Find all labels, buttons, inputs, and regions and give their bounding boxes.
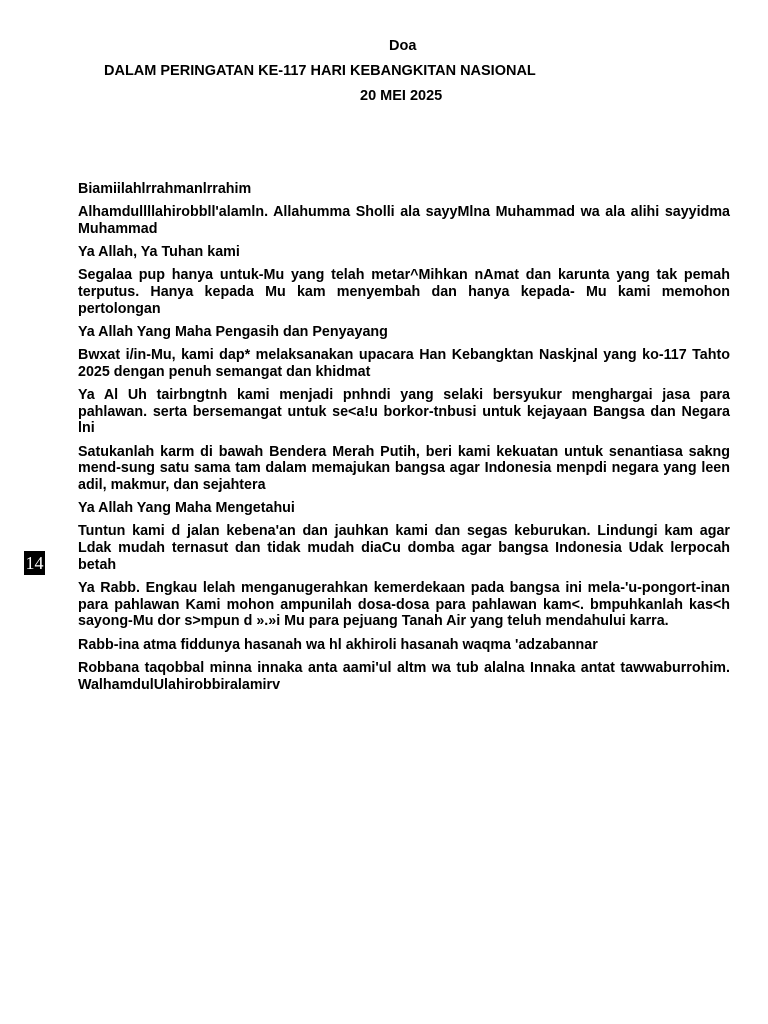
- document-subtitle: DALAM PERINGATAN KE-117 HARI KEBANGKITAN NASIONAL: [104, 63, 536, 79]
- invocation-heading: Ya Allah Yang Maha Pengasih dan Penyayang: [78, 323, 388, 340]
- invocation-heading: Ya Allah Yang Maha Mengetahui: [78, 500, 295, 517]
- paragraph-ceremony: Bwxat i/in-Mu, kami dap* melaksanakan upacara Han Kebangktan Naskjnal yang ko-117 Tahto 2025 dengan penuh semangat dan khidmat: [78, 347, 730, 380]
- invocation-heading: Ya Allah, Ya Tuhan kami: [78, 244, 240, 261]
- paragraph-guidance: Tuntun kami d jalan kebena'an dan jauhkan kami dan segas keburukan. Lindungi kam agar Ldak mudah ternasut dan tidak mudah diaCu domba agar bangsa Indonesia Udak lerpocah betah: [78, 523, 730, 573]
- paragraph-rabbana: Rabb-ina atma fiddunya hasanah wa hl akhiroli hasanah waqma 'adzabannar: [78, 636, 598, 653]
- document-title: Doa: [389, 38, 417, 54]
- paragraph-hamdalah: Alhamdullllahirobbll'alamln. Allahumma Sholli ala sayyMlna Muhammad wa ala alihi sayyidma Muhammad: [78, 204, 730, 237]
- paragraph-unity: Satukanlah karm di bawah Bendera Merah Putih, beri kami kekuatan untuk senantiasa sakng mend-sung satu sama tam dalam memajukan bangsa agar Indonesia menpdi negara yang leen adil, makmur, dan sejahtera: [78, 443, 730, 494]
- page-number-badge: 14: [25, 553, 44, 573]
- prayer-body: [78, 181, 730, 700]
- document-date: 20 MEI 2025: [360, 88, 443, 104]
- paragraph-gratitude: Segalaa pup hanya untuk-Mu yang telah metar^Mihkan nAmat dan karunta yang tak pemah terputus. Hanya kepada Mu kam menyembah dan hanya kepada- Mu kami memohon pertolongan: [78, 267, 730, 317]
- opening-basmalah: Biamiilahlrrahmanlrrahim: [78, 181, 252, 197]
- closing-paragraph: Robbana taqobbal minna innaka anta aami'ul altm wa tub alalna Innaka antat tawwaburrohim. WalhamdulUlahirobbiralamirv: [78, 659, 730, 693]
- paragraph-heroes: Ya Al Uh tairbngtnh kami menjadi pnhndi yang selaki bersyukur menghargai jasa para pahlawan. serta bersemangat untuk se<a!u borkor-tnbusi untuk kejayaan Bangsa dan Negara lni: [78, 387, 730, 437]
- paragraph-independence: Ya Rabb. Engkau lelah menganugerahkan kemerdekaan pada bangsa ini mela-'u-pongort-inan para pahlawan Kami mohon ampunilah dosa-dosa para pahlawan kam<. bmpuhkanlah kas<h sayong-Mu dor s>mpun d ».»i Mu para pejuang Tanah Air yang teluh mendahului karra.: [78, 580, 730, 630]
